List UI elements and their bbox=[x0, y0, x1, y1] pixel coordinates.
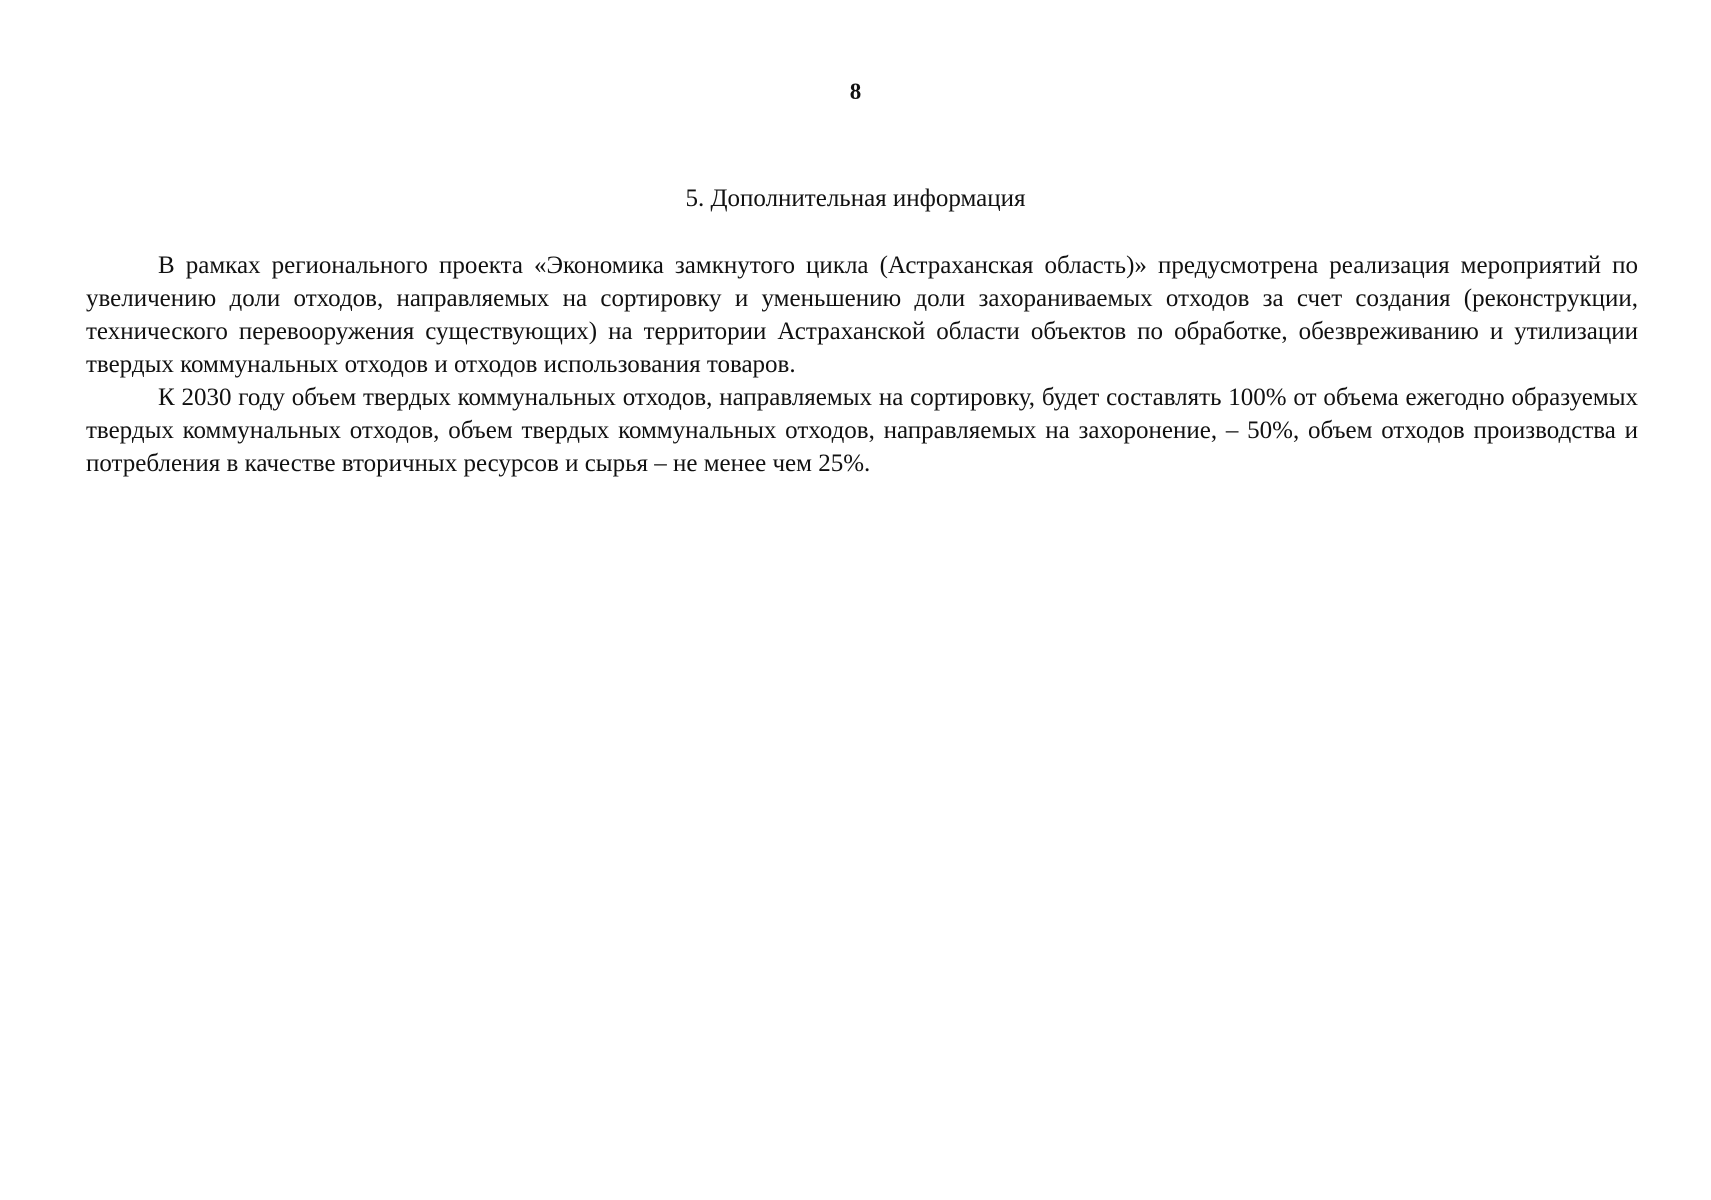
section-body bbox=[86, 249, 1638, 480]
section-heading: 5. Дополнительная информация bbox=[685, 185, 1026, 212]
paragraph-2: К 2030 году объем твердых коммунальных отходов, направляемых на сортировку, будет составлять 100% от объема ежегодно образуемых твердых коммунальных отходов, объем твердых коммунальных отходов, направляемых на захоронение, – 50%, объем отходов производства и потребления в качестве вторичных ресурсов и сырья – не менее чем 25%. bbox=[86, 384, 1638, 477]
paragraph-1: В рамках регионального проекта «Экономика замкнутого цикла (Астраханская область)» предусмотрена реализация мероприятий по увеличению доли отходов, направляемых на сортировку и уменьшению доли захораниваемых отходов за счет создания (реконструкции, технического перевооружения существующих) на территории Астраханской области объектов по обработке, обезвреживанию и утилизации твердых коммунальных отходов и отходов использования товаров. bbox=[86, 252, 1638, 378]
page-number: 8 bbox=[849, 79, 862, 104]
